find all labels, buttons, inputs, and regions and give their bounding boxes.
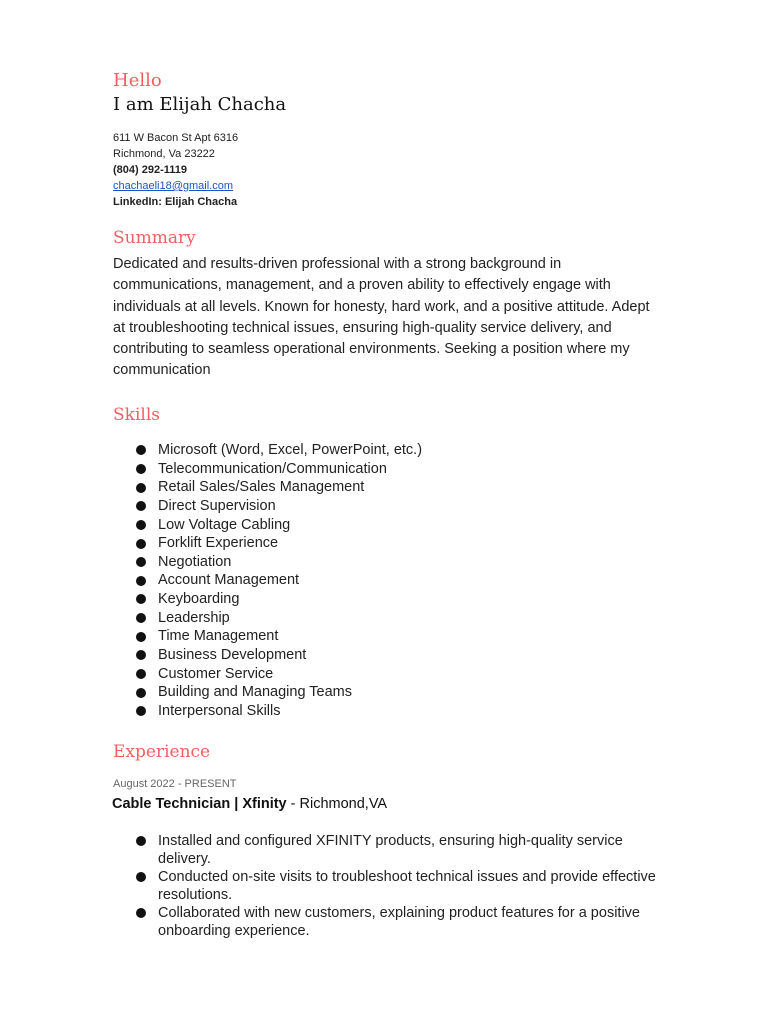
bullet-icon <box>136 650 146 660</box>
skill-item <box>136 627 422 646</box>
job-bullet-text: Conducted on-site visits to troubleshoot technical issues and provide effective resolutions. <box>158 869 656 903</box>
skill-item-text: Time Management <box>158 628 279 645</box>
bullet-icon <box>136 594 146 604</box>
skills-heading: Skills <box>113 405 160 425</box>
skill-item-text: Building and Managing Teams <box>158 684 353 701</box>
skill-item-text: Interpersonal Skills <box>158 702 281 719</box>
skill-item <box>136 441 422 460</box>
bullet-icon <box>136 520 146 530</box>
skill-item <box>136 478 422 497</box>
bullet-icon <box>136 483 146 493</box>
bullet-icon <box>136 445 146 455</box>
skill-item <box>136 497 422 516</box>
skill-item-text: Customer Service <box>158 665 274 682</box>
skill-item-text: Keyboarding <box>158 591 240 608</box>
skill-item-text: Low Voltage Cabling <box>158 516 291 533</box>
skill-item <box>136 553 422 572</box>
contact-email-link[interactable]: chachaeli18@gmail.com <box>113 180 234 192</box>
skill-item-text: Account Management <box>158 572 300 589</box>
skill-item-text: Microsoft (Word, Excel, PowerPoint, etc.) <box>158 442 423 458</box>
job-location: - Richmond,VA <box>286 796 388 812</box>
skill-item-text: Forklift Experience <box>158 535 279 552</box>
job-company: Xfinity <box>242 796 287 812</box>
greeting-heading: Hello <box>113 70 162 91</box>
skill-item <box>136 702 422 721</box>
job-bullet <box>136 868 656 904</box>
bullet-icon <box>136 706 146 716</box>
skill-item <box>136 460 422 479</box>
skill-item <box>136 516 422 535</box>
bullet-icon <box>136 501 146 511</box>
skill-item <box>136 646 422 665</box>
contact-phone: (804) 292-1119 <box>113 164 188 176</box>
bullet-icon <box>136 908 146 918</box>
job-bullet <box>136 832 656 868</box>
bullet-icon <box>136 872 146 882</box>
bullet-icon <box>136 576 146 586</box>
summary-heading: Summary <box>113 228 196 248</box>
contact-street: 611 W Bacon St Apt 6316 <box>113 132 239 144</box>
job-bullet <box>136 904 656 940</box>
name-heading: I am Elijah Chacha <box>113 94 287 115</box>
bullet-icon <box>136 464 146 474</box>
bullet-icon <box>136 632 146 642</box>
job-separator: | <box>230 796 243 812</box>
bullet-icon <box>136 688 146 698</box>
job-dates: August 2022 - PRESENT <box>113 778 237 790</box>
job-title-line <box>112 796 387 812</box>
skill-item-text: Telecommunication/Communication <box>158 460 387 477</box>
contact-linkedin: LinkedIn: Elijah Chacha <box>113 196 238 208</box>
skill-item-text: Direct Supervision <box>158 497 276 514</box>
job-bullet-text: Collaborated with new customers, explaining product features for a positive onboarding experience. <box>158 905 640 939</box>
bullet-icon <box>136 613 146 623</box>
bullet-icon <box>136 539 146 549</box>
skill-item <box>136 665 422 684</box>
job-bullets-list <box>136 832 656 940</box>
experience-heading: Experience <box>113 742 211 762</box>
skill-item <box>136 571 422 590</box>
skill-item <box>136 590 422 609</box>
bullet-icon <box>136 669 146 679</box>
skill-item <box>136 609 422 628</box>
contact-city: Richmond, Va 23222 <box>113 148 215 160</box>
skill-item-text: Negotiation <box>158 553 232 570</box>
skills-list <box>136 441 422 721</box>
bullet-icon <box>136 557 146 567</box>
skill-item-text: Business Development <box>158 647 307 664</box>
bullet-icon <box>136 836 146 846</box>
skill-item <box>136 683 422 702</box>
summary-text: Dedicated and results-driven professional with a strong background in communications, management, and a proven ability to effectively engage with individuals at all levels. Known for honesty, hard work, and a positive attitude. Adept at troubleshooting technical issues, ensuring high-quality service delivery, and contributing to seamless operational environments. Seeking a position where my communication <box>113 256 650 379</box>
skill-item-text: Leadership <box>158 609 230 626</box>
job-position: Cable Technician <box>112 796 231 812</box>
skill-item-text: Retail Sales/Sales Management <box>158 479 365 496</box>
skill-item <box>136 534 422 553</box>
contact-block <box>113 130 238 210</box>
job-bullet-text: Installed and configured XFINITY products, ensuring high-quality service delivery. <box>158 833 623 867</box>
